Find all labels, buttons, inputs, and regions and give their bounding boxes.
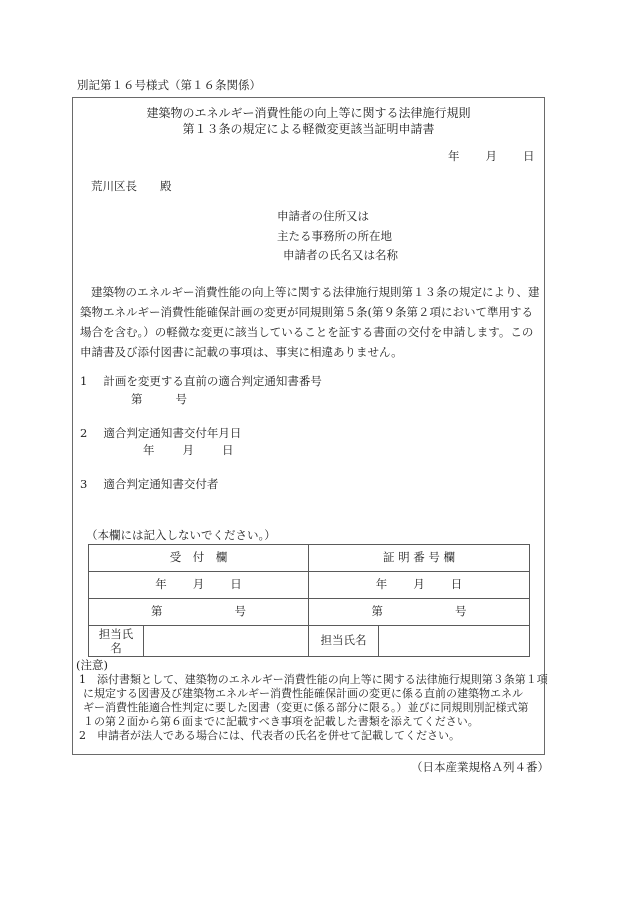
staff-label-part: 担当氏 bbox=[98, 626, 134, 641]
body-text-line: 建築物のエネルギー消費性能の向上等に関する法律施行規則第１３条の規定により、建 bbox=[91, 285, 540, 299]
item-1-value bbox=[131, 394, 187, 406]
office-use-note: （本欄には記入しないでください。） bbox=[86, 528, 276, 542]
date-day-label: 日 bbox=[222, 443, 234, 457]
note-2: 2 申請者が法人である場合には、代表者の氏名を併せて記載してください。 bbox=[79, 729, 460, 742]
note-1-line: 1 添付書類として、建築物のエネルギー消費性能の向上等に関する法律施行規則第３条第１項 bbox=[79, 673, 548, 686]
number-prefix: 第 bbox=[151, 604, 163, 619]
item-2-value bbox=[143, 445, 234, 457]
date-month-label: 月 bbox=[413, 577, 425, 592]
receipt-number-cell[interactable] bbox=[89, 599, 309, 626]
date-day-label: 日 bbox=[230, 577, 242, 592]
applicant-name-label: 申請者の氏名又は名称 bbox=[283, 248, 398, 262]
item-3-label bbox=[80, 479, 218, 491]
application-date bbox=[448, 151, 535, 163]
addressee-honorific: 殿 bbox=[160, 179, 172, 193]
body-text-line: 申請書及び添付図書に記載の事項は、事実に相違ありません。 bbox=[80, 345, 403, 359]
note-1-line: に規定する図書及び建築物エネルギー消費性能確保計画の変更に係る直前の建築物エネル bbox=[83, 687, 523, 700]
date-year-label: 年 bbox=[143, 443, 155, 457]
table-date-row bbox=[89, 572, 530, 599]
receipt-column-header: 受 付 欄 bbox=[89, 545, 309, 572]
addressee bbox=[91, 181, 172, 193]
note-1-line: ギー消費性能適合性判定に要した図書（変更に係る部分に限る。）並びに同規則別記様式第 bbox=[83, 701, 529, 714]
date-month-label: 月 bbox=[485, 149, 497, 163]
date-year-label: 年 bbox=[375, 577, 388, 592]
item-text: 適合判定通知書交付年月日 bbox=[103, 426, 242, 440]
paper-size-footer: （日本産業規格Ａ列４番） bbox=[411, 760, 549, 774]
number-suffix: 号 bbox=[175, 392, 187, 406]
receipt-staff-label bbox=[89, 626, 144, 657]
notes-heading: (注意) bbox=[76, 658, 108, 672]
date-month-label: 月 bbox=[192, 577, 205, 592]
certificate-number-column-header: 証 明 番 号 欄 bbox=[309, 545, 530, 572]
addressee-name: 荒川区長 bbox=[91, 179, 137, 193]
form-label: 別記第１６号様式（第１６条関係） bbox=[77, 78, 261, 92]
date-day-label: 日 bbox=[523, 149, 535, 163]
item-number: 3 bbox=[80, 477, 88, 491]
item-text: 適合判定通知書交付者 bbox=[103, 477, 219, 491]
title-line-2: 第１３条の規定による軽微変更該当証明申請書 bbox=[182, 122, 435, 136]
note-1-line: １の第２面から第６面までに記載すべき事項を記載した書類を添えてください。 bbox=[83, 715, 479, 728]
number-suffix: 号 bbox=[455, 604, 467, 619]
applicant-address-label: 申請者の住所又は bbox=[277, 209, 369, 223]
table-header-row bbox=[89, 545, 530, 572]
date-month-label: 月 bbox=[182, 443, 194, 457]
item-number: 2 bbox=[80, 426, 88, 440]
body-text-line: 場合を含む。）の軽微な変更に該当していることを証する書面の交付を申請します。この bbox=[80, 325, 534, 339]
certificate-staff-label: 担当氏名 bbox=[309, 626, 379, 657]
office-use-table bbox=[88, 544, 530, 657]
date-day-label: 日 bbox=[450, 577, 463, 592]
item-1-label bbox=[80, 376, 322, 388]
item-number: 1 bbox=[80, 374, 88, 388]
staff-label-part: 名 bbox=[110, 641, 122, 655]
body-text-line: 築物エネルギー消費性能確保計画の変更が同規則第５条(第９条第２項において準用する bbox=[80, 305, 533, 319]
receipt-staff-name-field[interactable] bbox=[144, 626, 309, 657]
number-suffix: 号 bbox=[234, 604, 246, 619]
certificate-number-cell[interactable] bbox=[309, 599, 530, 626]
table-number-row bbox=[89, 599, 530, 626]
table-staff-row bbox=[89, 626, 530, 657]
number-prefix: 第 bbox=[371, 604, 383, 619]
date-year-label: 年 bbox=[448, 149, 460, 163]
title-line-1: 建築物のエネルギー消費性能の向上等に関する法律施行規則 bbox=[146, 106, 471, 120]
item-2-label bbox=[80, 428, 241, 440]
certificate-date-cell[interactable] bbox=[309, 572, 530, 599]
applicant-office-label: 主たる事務所の所在地 bbox=[277, 229, 392, 243]
number-prefix: 第 bbox=[131, 392, 143, 406]
item-text: 計画を変更する直前の適合判定通知書番号 bbox=[103, 374, 322, 388]
date-year-label: 年 bbox=[155, 577, 167, 592]
certificate-staff-name-field[interactable] bbox=[379, 626, 530, 657]
receipt-date-cell[interactable] bbox=[89, 572, 309, 599]
